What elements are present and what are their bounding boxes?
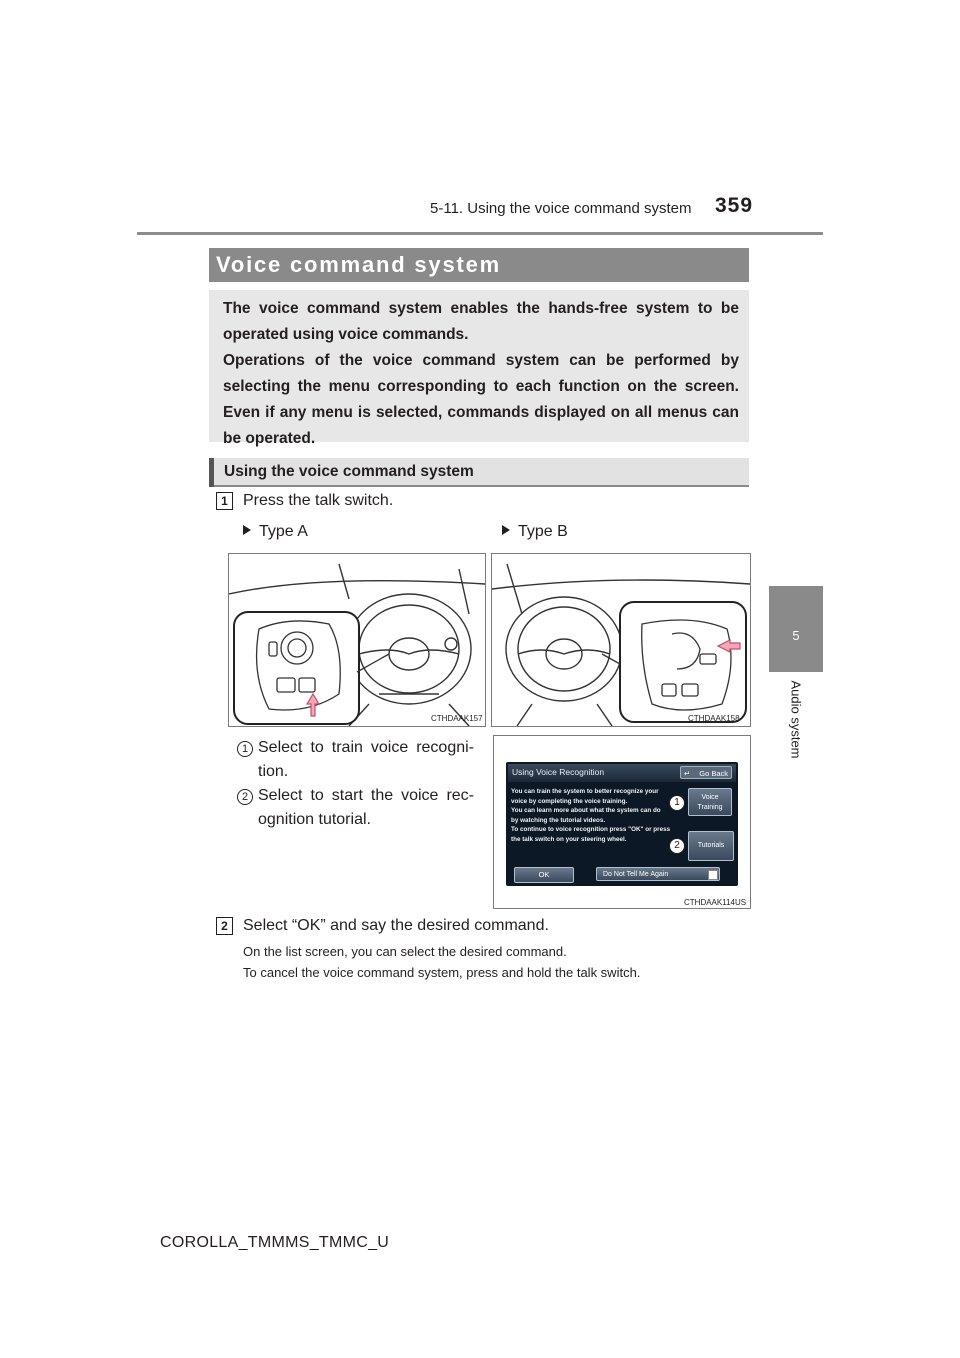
type-a-code: CTHDAAK157 — [431, 714, 483, 723]
section-heading: 5-11. Using the voice command system — [430, 200, 692, 217]
type-b-label: Type B — [502, 523, 568, 541]
checkbox-icon[interactable] — [708, 870, 718, 880]
triangle-bullet-icon — [243, 525, 251, 535]
screen-callout-2: 2 — [669, 838, 685, 854]
step-2-note-2: To cancel the voice command system, press and hold the talk switch. — [243, 965, 641, 980]
screen-title: Using Voice Recognition — [512, 767, 605, 777]
intro-box — [209, 290, 749, 447]
header-rule — [137, 232, 823, 235]
type-a-figure — [228, 553, 486, 727]
voice-training-button[interactable]: Voice Training — [688, 788, 732, 816]
steering-wheel-type-b-illustration — [492, 554, 750, 726]
step-1-text: Press the talk switch. — [243, 492, 394, 509]
step-1-badge: 1 — [216, 492, 233, 510]
ok-button[interactable]: OK — [514, 867, 574, 883]
chapter-number: 5 — [792, 628, 800, 643]
chapter-label: Audio system — [788, 680, 804, 759]
do-not-tell-me-again-button[interactable]: Do Not Tell Me Again — [596, 867, 720, 881]
intro-paragraph-2: Operations of the voice command system can be performed by selecting the menu corresponding to each function on the screen. Even if any menu is selected, commands displayed on all menus can be operated. — [223, 352, 739, 447]
page-title: Voice command system — [216, 252, 502, 277]
step-2-note-1: On the list screen, you can select the desired command. — [243, 944, 567, 959]
type-b-code: CTHDAAK158 — [688, 714, 740, 723]
tutorials-button[interactable]: Tutorials — [688, 831, 734, 861]
selection-item-1-text: Select to train voice recogni-tion. — [258, 739, 474, 780]
screen-callout-1: 1 — [669, 795, 685, 811]
document-footer: COROLLA_TMMMS_TMMC_U — [160, 1234, 390, 1251]
steering-wheel-type-a-illustration — [229, 554, 485, 726]
page-number: 359 — [715, 194, 754, 217]
selection-item-2-text: Select to start the voice rec-ognition tutorial. — [258, 787, 474, 828]
type-b-figure — [491, 553, 751, 727]
callout-2-badge: 2 — [237, 789, 253, 805]
screen-figure-code: CTHDAAK114US — [684, 898, 747, 907]
step-2-text: Select “OK” and say the desired command. — [243, 917, 549, 934]
screen-message: You can train the system to better recognize your voice by completing the voice training. You can learn more about what the system can do by watching the tutorial videos. To continue to voice recognition press "OK" or press the talk switch on your steering wheel. — [511, 788, 671, 843]
callout-1-badge: 1 — [237, 741, 253, 757]
type-a-label: Type A — [243, 523, 308, 541]
step-2-badge: 2 — [216, 917, 233, 935]
intro-paragraph-1: The voice command system enables the hands-free system to be operated using voice commands. — [223, 300, 739, 343]
go-back-button[interactable]: ↵ Go Back — [680, 766, 732, 779]
subheading: Using the voice command system — [224, 463, 474, 480]
triangle-bullet-icon — [502, 525, 510, 535]
subheading-accent — [209, 458, 214, 487]
voice-recognition-screen-figure — [493, 735, 751, 909]
back-arrow-icon: ↵ — [684, 769, 691, 778]
